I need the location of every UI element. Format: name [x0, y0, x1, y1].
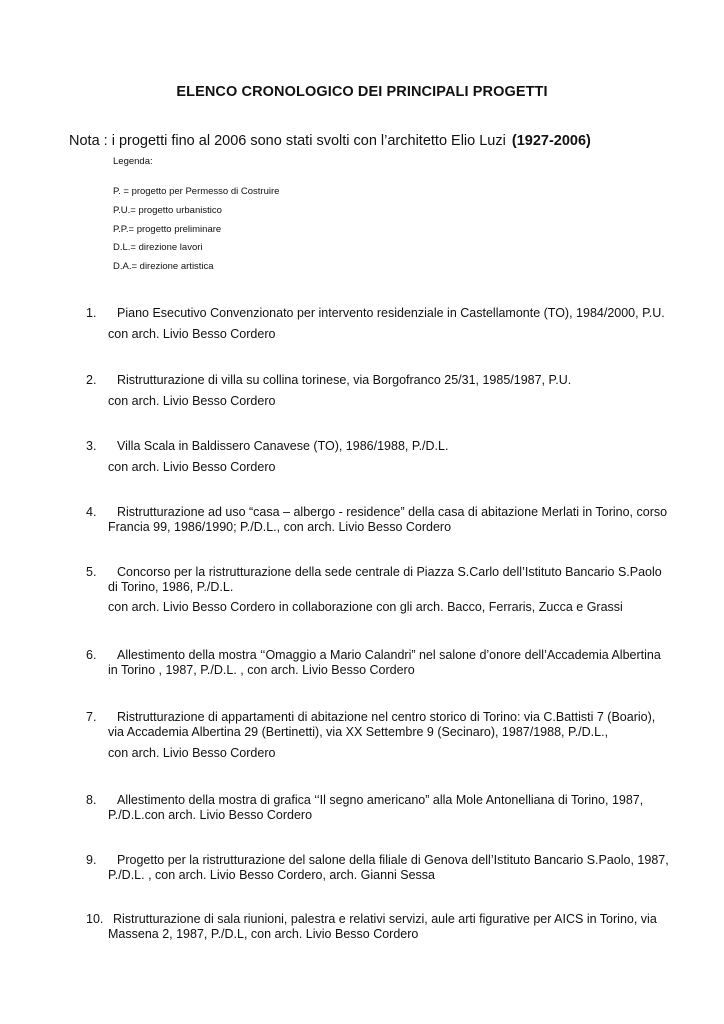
project-text: Ristrutturazione di appartamenti di abitazione nel centro storico di Torino: via C.Battisti 7 (Boario), — [117, 710, 656, 724]
project-text: Allestimento della mostra ‘‘Omaggio a Mario Calandri” nel salone d’onore dell’Accademia Albertina — [117, 648, 661, 662]
project-number: 1. — [86, 306, 97, 320]
project-number: 4. — [86, 505, 97, 519]
legend-item: P. = progetto per Permesso di Costruire — [113, 186, 280, 197]
project-text: P./D.L.con arch. Livio Besso Cordero — [108, 808, 313, 822]
project-text: Allestimento della mostra di grafica ‘‘Il segno americano” alla Mole Antonelliana di Torino, 1987, — [117, 793, 644, 807]
project-text: P./D.L. , con arch. Livio Besso Cordero, arch. Gianni Sessa — [108, 868, 436, 882]
project-number: 3. — [86, 439, 97, 453]
project-number: 7. — [86, 710, 97, 724]
project-number: 2. — [86, 373, 97, 387]
project-collaborators: con arch. Livio Besso Cordero — [108, 394, 276, 408]
project-collaborators: con arch. Livio Besso Cordero — [108, 460, 276, 474]
project-text: Massena 2, 1987, P./D.L, con arch. Livio Besso Cordero — [108, 927, 419, 941]
project-collaborators: con arch. Livio Besso Cordero in collaborazione con gli arch. Bacco, Ferraris, Zucca e Grassi — [108, 600, 623, 614]
nota-line — [69, 133, 591, 149]
legend-item: D.A.= direzione artistica — [113, 261, 214, 272]
project-text: Francia 99, 1986/1990; P./D.L., con arch. Livio Besso Cordero — [108, 520, 452, 534]
project-text: di Torino, 1986, P./D.L. — [108, 580, 234, 594]
page-title: ELENCO CRONOLOGICO DEI PRINCIPALI PROGETTI — [176, 84, 548, 100]
project-text: Ristrutturazione di villa su collina torinese, via Borgofranco 25/31, 1985/1987, P.U. — [117, 373, 572, 387]
project-text: in Torino , 1987, P./D.L. , con arch. Livio Besso Cordero — [108, 663, 415, 677]
project-text: Ristrutturazione ad uso “casa – albergo - residence” della casa di abitazione Merlati in Torino, corso — [117, 505, 668, 519]
nota-text: Nota : i progetti fino al 2006 sono stati svolti con l’architetto Elio Luzi — [69, 133, 506, 149]
project-text: Progetto per la ristrutturazione del salone della filiale di Genova dell’Istituto Bancario S.Paolo, 1987, — [117, 853, 669, 867]
project-number: 9. — [86, 853, 97, 867]
legend-item: D.L.= direzione lavori — [113, 242, 203, 253]
legend-title: Legenda: — [113, 156, 153, 167]
project-number: 8. — [86, 793, 97, 807]
project-text: Ristrutturazione di sala riunioni, palestra e relativi servizi, aule arti figurative per AICS in Torino, via — [113, 912, 657, 926]
legend-item: P.P.= progetto preliminare — [113, 224, 222, 235]
legend-item: P.U.= progetto urbanistico — [113, 205, 222, 216]
project-number: 10. — [86, 912, 104, 926]
project-number: 5. — [86, 565, 97, 579]
project-collaborators: con arch. Livio Besso Cordero — [108, 327, 276, 341]
nota-years: (1927-2006) — [511, 133, 591, 149]
project-text: Concorso per la ristrutturazione della sede centrale di Piazza S.Carlo dell’Istituto Bancario S.Paolo — [117, 565, 662, 579]
project-text: Villa Scala in Baldissero Canavese (TO), 1986/1988, P./D.L. — [117, 439, 449, 453]
project-text: Piano Esecutivo Convenzionato per intervento residenziale in Castellamonte (TO), 1984/2000, P.U. — [117, 306, 665, 320]
project-number: 6. — [86, 648, 97, 662]
project-text: via Accademia Albertina 29 (Bertinetti), via XX Settembre 9 (Secinaro), 1987/1988, P./D.L., — [108, 725, 609, 739]
project-collaborators: con arch. Livio Besso Cordero — [108, 746, 276, 760]
